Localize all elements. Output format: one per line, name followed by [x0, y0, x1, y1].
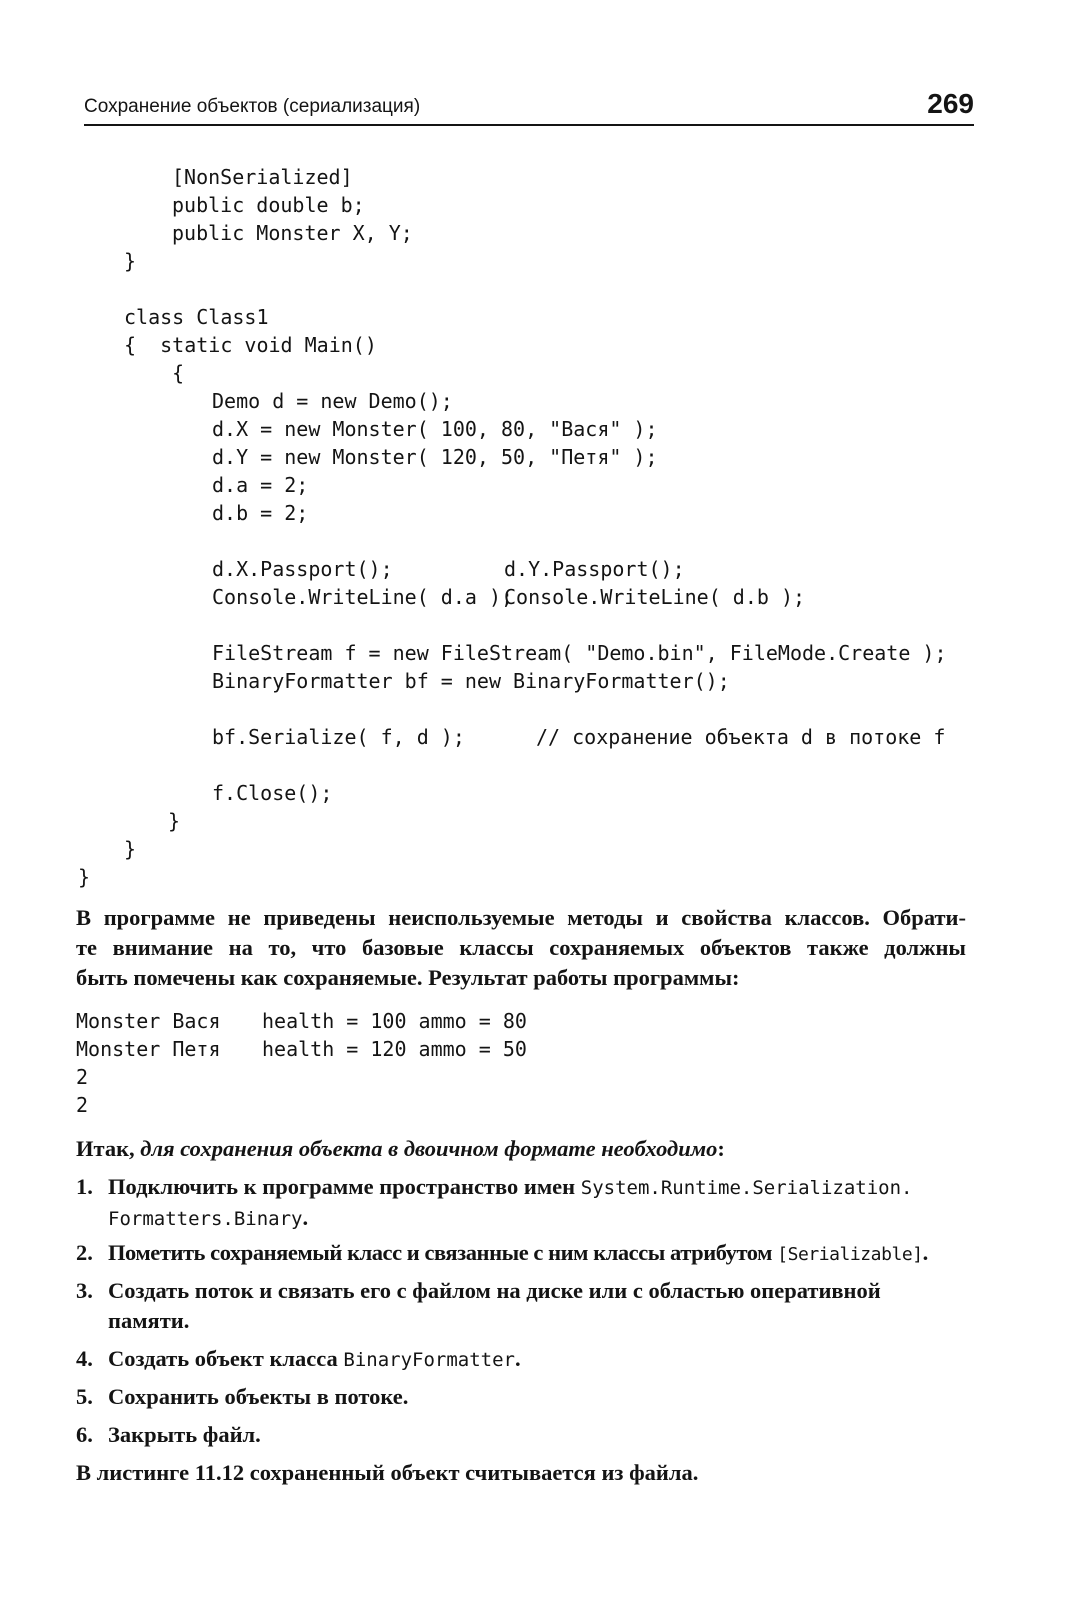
step-number: 4. [76, 1346, 93, 1371]
code-comment: // сохранение объекта d в потоке f [536, 725, 946, 749]
running-title: Сохранение объектов (сериализация) [84, 96, 421, 117]
step-punctuation: . [515, 1346, 521, 1371]
code-line: public Monster X, Y; [172, 221, 413, 245]
step-text: Создать поток и связать его с файлом на диске или с областью оперативной памяти. [108, 1278, 881, 1333]
step-number: 1. [76, 1174, 93, 1199]
code-line: f.Close(); [212, 781, 333, 805]
code-line: } [124, 837, 137, 861]
code-line: d.Y.Passport(); [504, 557, 685, 581]
step-code: Formatters.Binary [108, 1208, 303, 1230]
code-line: { static void Main() [124, 333, 377, 357]
header-rule [84, 124, 974, 126]
output-line: 2 [76, 1093, 89, 1117]
step-number: 6. [76, 1422, 93, 1447]
intro-lead: Итак, [76, 1136, 141, 1161]
step-code: System.Runtime.Serialization. [580, 1177, 913, 1199]
code-line: FileStream f = new FileStream( "Demo.bin", FileMode.Create ); [212, 641, 947, 665]
step-text-part: Пометить сохраняемый класс и связанные с ним классы атрибутом [108, 1240, 778, 1265]
code-line: bf.Serialize( f, d ); [212, 725, 465, 749]
step-number: 5. [76, 1384, 93, 1409]
code-line: d.X = new Monster( 100, 80, "Вася" ); [212, 417, 658, 441]
step-code: [Serializable] [777, 1244, 923, 1265]
paragraph-line: те внимание на то, что базовые классы сохраняемых объектов также должны [76, 935, 966, 960]
code-line: d.a = 2; [212, 473, 309, 497]
code-line: BinaryFormatter bf = new BinaryFormatter(); [212, 669, 730, 693]
step-text [108, 1172, 966, 1234]
code-line: { [172, 361, 185, 385]
code-line: d.X.Passport(); [212, 557, 393, 581]
step-text: Закрыть файл. [108, 1422, 261, 1447]
step-text [108, 1344, 966, 1375]
code-line: Console.WriteLine( d.b ); [504, 585, 806, 609]
step-code: BinaryFormatter [343, 1349, 515, 1371]
running-head [84, 88, 974, 128]
paragraph-line: В программе не приведены неиспользуемые методы и свойства классов. Обрати- [76, 905, 966, 930]
intro-tail: : [717, 1136, 725, 1161]
intro-emphasis: для сохранения объекта в двоичном формате необходимо [140, 1136, 718, 1161]
code-line: public double b; [172, 193, 365, 217]
output-stats: health = 100 ammo = 80 [262, 1009, 527, 1033]
code-line: } [78, 865, 91, 889]
step-text [108, 1238, 966, 1270]
step-text-part: Подключить к программе пространство имен [108, 1174, 581, 1199]
code-line: class Class1 [124, 305, 269, 329]
step-number: 3. [76, 1278, 93, 1303]
output-line: 2 [76, 1065, 89, 1089]
code-line: d.b = 2; [212, 501, 309, 525]
code-line: [NonSerialized] [172, 165, 353, 189]
code-line: } [124, 249, 137, 273]
code-line: d.Y = new Monster( 120, 50, "Петя" ); [212, 445, 658, 469]
step-text: Сохранить объекты в потоке. [108, 1384, 409, 1409]
step-text-part: Создать объект класса [108, 1346, 344, 1371]
closing-sentence: В листинге 11.12 сохраненный объект считывается из файла. [76, 1460, 699, 1485]
paragraph-line: быть помечены как сохраняемые. Результат работы программы: [76, 965, 740, 990]
step-punctuation: . [922, 1240, 928, 1265]
output-stats: health = 120 ammo = 50 [262, 1037, 527, 1061]
code-line: Demo d = new Demo(); [212, 389, 453, 413]
output-name: Monster Вася [76, 1009, 221, 1033]
output-name: Monster Петя [76, 1037, 221, 1061]
steps-intro [76, 1134, 966, 1164]
code-line: } [168, 809, 181, 833]
code-line: Console.WriteLine( d.a ); [212, 585, 514, 609]
step-number: 2. [76, 1240, 93, 1265]
page-number: 269 [927, 88, 974, 119]
step-punctuation: . [302, 1205, 309, 1230]
